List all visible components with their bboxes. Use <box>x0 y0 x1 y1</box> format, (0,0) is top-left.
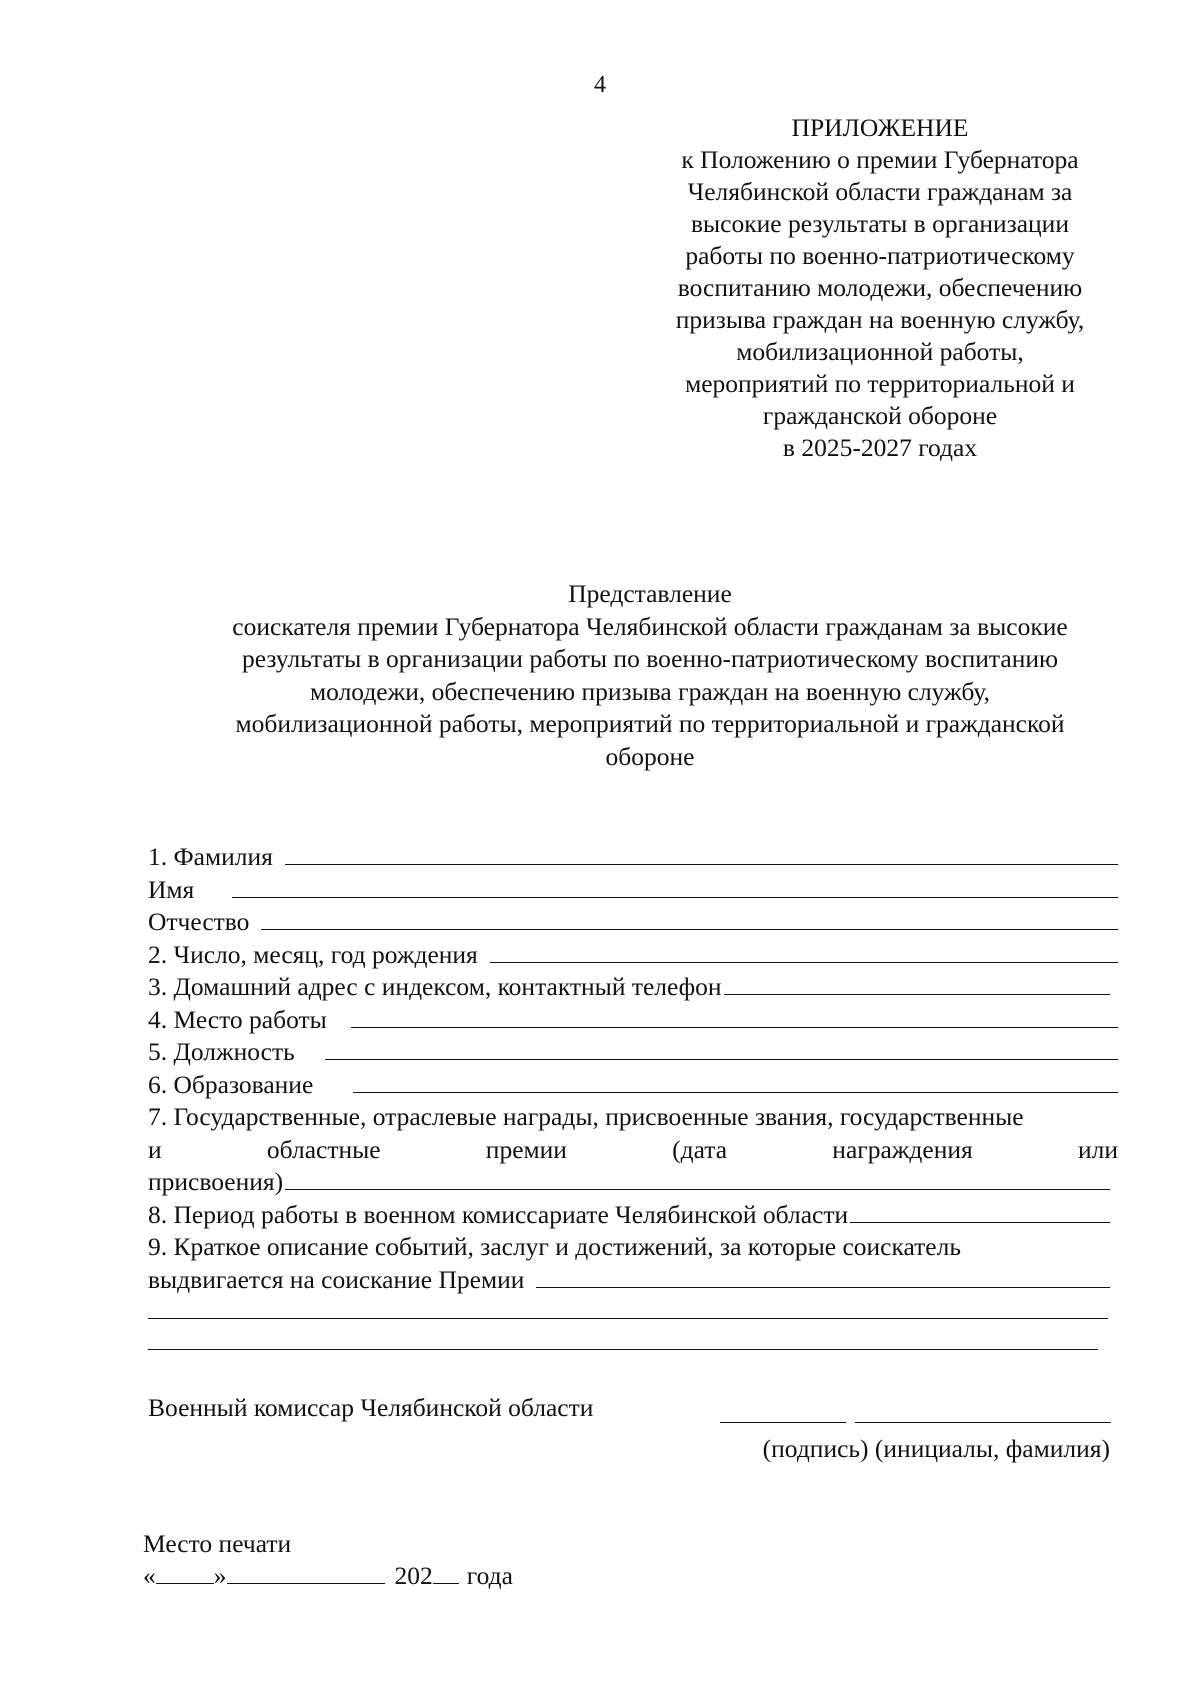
appendix-line: мероприятий по территориальной и <box>685 369 1075 398</box>
document-title <box>100 578 1200 773</box>
page-number: 4 <box>594 72 606 98</box>
name-row <box>148 875 1118 908</box>
year-field[interactable] <box>433 1561 459 1584</box>
day-field[interactable] <box>156 1561 214 1584</box>
birth-date-label: 2. Число, месяц, год рождения <box>148 939 478 969</box>
education-label: 6. Образование <box>148 1069 314 1099</box>
appendix-line: высокие результаты в организации <box>691 209 1069 238</box>
position-field[interactable] <box>325 1037 1118 1060</box>
stamp-label: Место печати <box>143 1529 292 1558</box>
surname-label: 1. Фамилия <box>148 842 273 871</box>
signature-caption: (подпись) (инициалы, фамилия) <box>762 1434 1110 1463</box>
applicant-form <box>148 842 1118 1297</box>
surname-field[interactable] <box>285 842 1118 865</box>
workplace-label: 4. Место работы <box>148 1004 327 1034</box>
address-row <box>148 972 1118 1005</box>
description-extra-line[interactable] <box>148 1318 1108 1319</box>
initials-field[interactable] <box>855 1422 1111 1423</box>
patronymic-row <box>148 907 1118 940</box>
patronymic-label: Отчество <box>148 907 250 936</box>
address-label: 3. Домашний адрес с индексом, контактный телефон <box>148 972 722 1001</box>
name-field[interactable] <box>232 875 1118 898</box>
birth-date-row <box>148 940 1118 973</box>
education-row <box>148 1070 1118 1103</box>
appendix-line: в 2025-2027 годах <box>782 433 978 462</box>
surname-row <box>148 842 1118 875</box>
appendix-line: гражданской обороне <box>762 401 998 430</box>
appendix-line: мобилизационной работы, <box>736 337 1024 366</box>
appendix-line: к Положению о премии Губернатора <box>681 145 1079 174</box>
title-heading: Представление <box>568 579 732 608</box>
awards-word: награждения <box>832 1134 973 1164</box>
name-label: Имя <box>148 874 195 904</box>
title-line: результаты в организации работы по военно-патриотическому воспитанию <box>241 644 1059 673</box>
month-field[interactable] <box>227 1561 385 1584</box>
awards-word: и <box>148 1134 162 1164</box>
signatory-label: Военный комиссар Челябинской области <box>148 1393 594 1422</box>
period-label: 8. Период работы в военном комиссариате Челябинской области <box>148 1199 849 1229</box>
date-close-quote: » <box>213 1561 227 1590</box>
awards-field[interactable] <box>285 1167 1110 1190</box>
awards-row-2 <box>148 1135 1118 1168</box>
date-row <box>143 1561 513 1591</box>
description-field[interactable] <box>536 1265 1110 1288</box>
title-line: молодежи, обеспечению призыва граждан на военную службу, <box>310 676 990 706</box>
period-row <box>148 1200 1118 1233</box>
awards-word: премии <box>485 1134 567 1164</box>
position-row <box>148 1037 1118 1070</box>
education-field[interactable] <box>353 1070 1118 1093</box>
awards-word: областные <box>266 1134 381 1164</box>
awards-label: 7. Государственные, отраслевые награды, присвоенные звания, государственные <box>148 1102 1024 1131</box>
appendix-line: работы по военно-патриотическому <box>685 241 1075 270</box>
workplace-row <box>148 1005 1118 1038</box>
date-open-quote: « <box>143 1561 156 1590</box>
appendix-line: воспитанию молодежи, обеспечению <box>677 273 1083 302</box>
title-line: соискателя премии Губернатора Челябинской области гражданам за высокие <box>232 611 1068 641</box>
awards-label-end: присвоения) <box>148 1167 284 1196</box>
birth-date-field[interactable] <box>490 940 1118 963</box>
description-row-1 <box>148 1232 1118 1265</box>
description-label: 9. Краткое описание событий, заслуг и достижений, за которые соискатель <box>148 1232 961 1261</box>
appendix-heading: ПРИЛОЖЕНИЕ <box>791 113 969 142</box>
appendix-block <box>655 112 1105 464</box>
title-line: обороне <box>605 741 695 771</box>
year-prefix: 202 <box>394 1561 433 1590</box>
title-line: мобилизационной работы, мероприятий по территориальной и гражданской <box>235 709 1065 738</box>
signature-field[interactable] <box>720 1422 846 1423</box>
appendix-line: Челябинской области гражданам за <box>687 177 1073 206</box>
address-field[interactable] <box>724 972 1110 995</box>
awards-word: или <box>1077 1134 1118 1164</box>
awards-word: (дата <box>672 1134 728 1164</box>
awards-row-1 <box>148 1102 1118 1135</box>
position-label: 5. Должность <box>148 1037 295 1066</box>
workplace-field[interactable] <box>351 1005 1118 1028</box>
year-suffix: года <box>466 1561 513 1590</box>
description-row-2 <box>148 1265 1118 1298</box>
period-field[interactable] <box>850 1200 1110 1223</box>
description-label-end: выдвигается на соискание Премии <box>148 1264 525 1294</box>
appendix-line: призыва граждан на военную службу, <box>675 305 1085 334</box>
description-extra-line[interactable] <box>148 1349 1098 1350</box>
patronymic-field[interactable] <box>261 907 1118 930</box>
awards-row-3 <box>148 1167 1118 1200</box>
